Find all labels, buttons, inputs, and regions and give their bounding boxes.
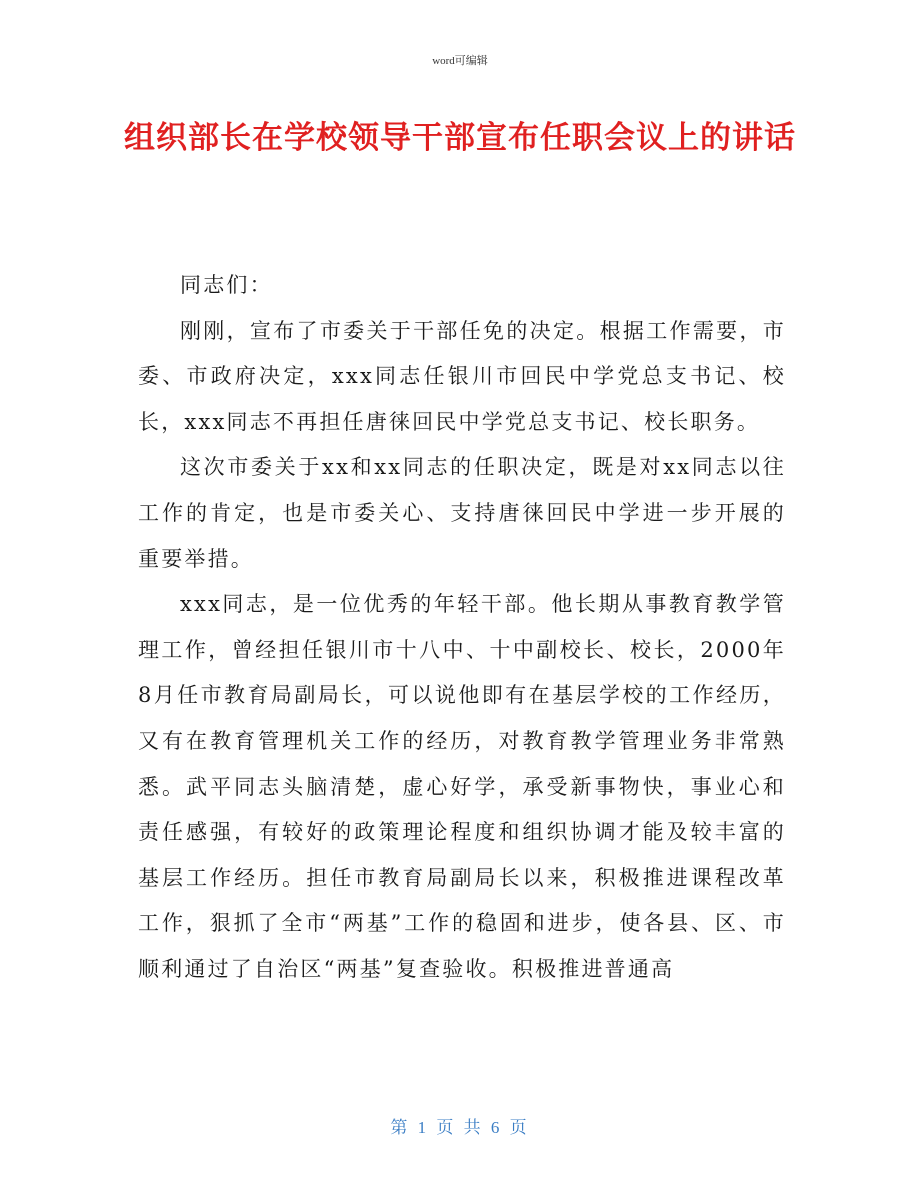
page-number: 第 1 页 共 6 页 bbox=[390, 1118, 530, 1137]
paragraph: 这次市委关于xx和xx同志的任职决定，既是对xx同志以往工作的肯定，也是市委关心、支持唐徕回民中学进一步开展的重要举措。 bbox=[138, 455, 786, 571]
document-body bbox=[138, 263, 786, 993]
paragraph-salutation: 同志们： bbox=[180, 273, 273, 297]
header-note: word可编辑 bbox=[432, 55, 488, 67]
paragraph: xxx同志，是一位优秀的年轻干部。他长期从事教育教学管理工作，曾经担任银川市十八中、十中副校长、校长，2000年8月任市教育局副局长，可以说他即有在基层学校的工作经历，又有在教育管理机关工作的经历，对教育教学管理业务非常熟悉。武平同志头脑清楚，虚心好学，承受新事物快，事业心和责任感强，有较好的政策理论程度和组织协调才能及较丰富的基层工作经历。担任市教育局副局长以来，积极推进课程改革工作，狠抓了全市“两基”工作的稳固和进步，使各县、区、市顺利通过了自治区“两基”复查验收。积极推进普通高 bbox=[138, 592, 786, 981]
document-title: 组织部长在学校领导干部宣布任职会议上的讲话 bbox=[124, 120, 796, 156]
paragraph: 刚刚，宣布了市委关于干部任免的决定。根据工作需要，市委、市政府决定，xxx同志任银川市回民中学党总支书记、校长，xxx同志不再担任唐徕回民中学党总支书记、校长职务。 bbox=[138, 318, 786, 434]
